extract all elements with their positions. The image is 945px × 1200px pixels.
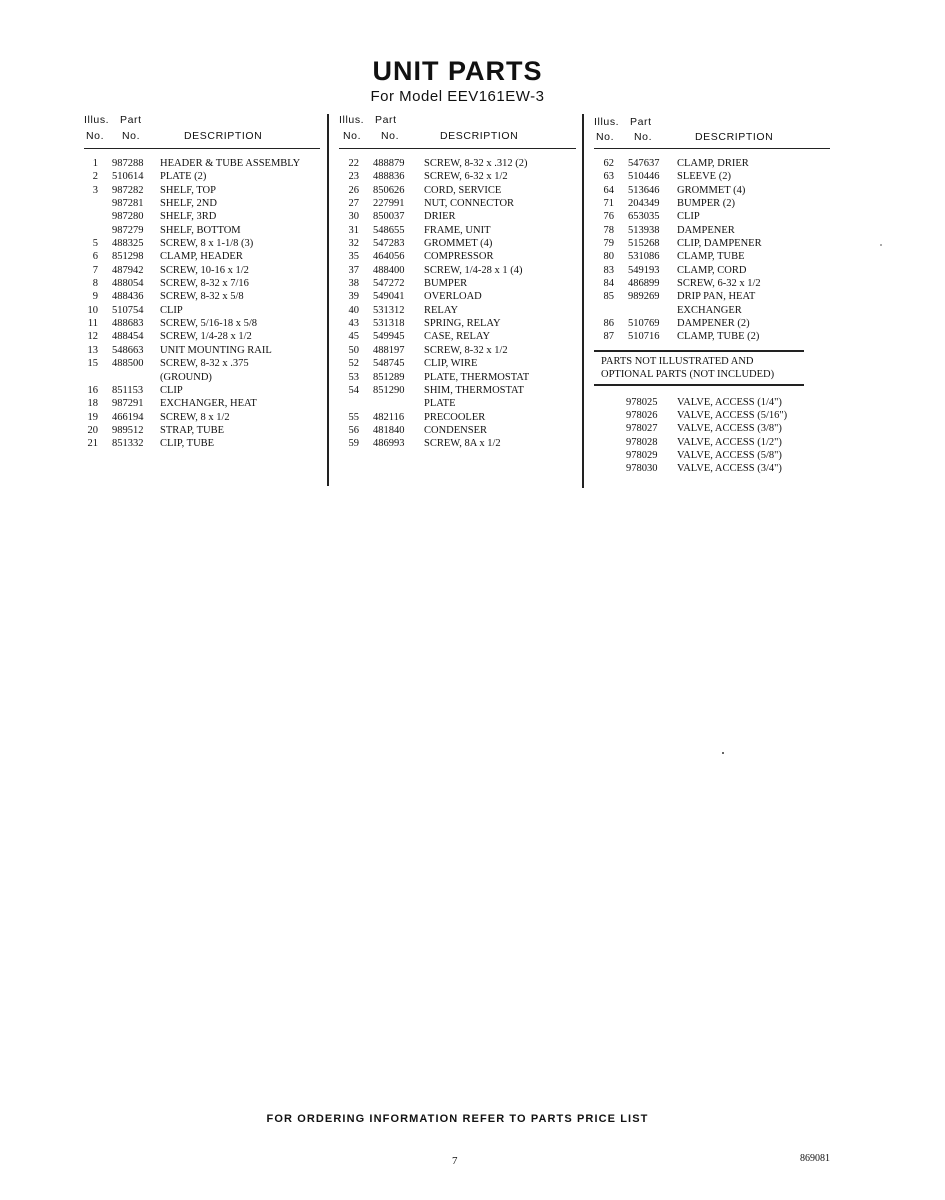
parts-column-2 [339,112,576,451]
part-number: 510614 [112,171,144,183]
part-description: SHELF, 2ND [160,198,217,210]
parts-list-3 [594,157,830,344]
part-description: STRAP, TUBE [160,424,224,436]
part-row [594,290,830,303]
part-row [339,210,576,223]
illus-number: 63 [603,171,614,183]
illus-number: 22 [348,158,359,169]
illus-number: 19 [87,411,98,423]
part-description: CLAMP, DRIER [677,158,749,169]
illus-number: 18 [87,398,98,410]
parts-column-1 [84,112,320,451]
illus-label: Illus. [84,114,110,126]
part-row [84,357,320,370]
part-row [594,224,830,237]
illus-number: 55 [348,411,359,423]
part-row [84,210,320,223]
part-row [339,344,576,357]
part-description: FRAME, UNIT [424,224,491,236]
part-number: 531312 [373,304,405,316]
illus-number: 10 [87,304,98,316]
part-description: SCREW, 8A x 1/2 [424,438,501,450]
part-row [84,371,320,384]
illus-number: 53 [348,371,359,383]
part-description: SCREW, 8-32 x .312 (2) [424,158,528,169]
illus-number: 43 [348,318,359,330]
illus-number: 83 [603,264,614,276]
part-row [594,210,830,223]
part-row [594,317,830,330]
part-description: CLIP [677,211,700,223]
optional-heading-line: PARTS NOT ILLUSTRATED AND [601,355,754,367]
part-row [594,184,830,197]
part-number: 978029 [626,450,658,461]
illus-number: 85 [603,291,614,303]
part-row [84,344,320,357]
illus-number: 52 [348,358,359,370]
illus-number: 15 [87,358,98,370]
part-description: SHELF, 3RD [160,211,217,223]
part-number: 851332 [112,438,144,450]
illus-number: 21 [87,438,98,450]
part-description: SCREW, 1/4-28 x 1/2 [160,331,252,343]
illus-number: 71 [603,198,614,210]
page-number: 7 [452,1155,458,1167]
part-row [339,384,576,397]
part-row [339,371,576,384]
model-subtitle: For Model EEV161EW-3 [370,88,545,105]
part-row [594,304,830,317]
column-divider [582,114,584,488]
optional-parts-heading [594,350,804,386]
part-description: PRECOOLER [424,411,486,423]
part-number: 978027 [626,423,658,435]
part-description: HEADER & TUBE ASSEMBLY [160,158,301,169]
illus-number: 1 [92,158,98,169]
part-description: BUMPER [424,278,468,290]
part-description: PLATE [424,398,456,410]
part-number: 510754 [112,304,144,316]
part-number: 850626 [373,184,405,196]
part-number: 549945 [373,331,405,343]
illus-number: 16 [87,384,98,396]
part-row [339,224,576,237]
part-number: 482116 [373,411,405,423]
part-row [339,304,576,317]
illus-number: 2 [92,171,98,183]
part-description: VALVE, ACCESS (3/4") [677,463,782,475]
part-description: VALVE, ACCESS (3/8") [677,423,782,435]
part-description: SCREW, 5/16-18 x 5/8 [160,318,258,330]
part-number: 549041 [373,291,405,303]
illus-number: 78 [603,224,614,236]
part-row [594,264,830,277]
part-description: DAMPENER [677,224,735,236]
part-description: VALVE, ACCESS (1/2") [677,436,782,448]
part-row [84,290,320,303]
part-description: EXCHANGER, HEAT [160,398,257,410]
part-number: 547637 [628,158,660,169]
part-number: 851290 [373,384,405,396]
part-description: CLIP [160,304,183,316]
part-row [339,277,576,290]
part-row [594,250,830,263]
part-description: CLIP, TUBE [160,438,215,450]
part-description: RELAY [424,304,459,316]
column-divider [327,114,329,486]
part-row [339,397,576,410]
part-row [339,264,576,277]
part-number: 227991 [373,198,405,210]
part-description: EXCHANGER [677,304,742,316]
part-number: 978025 [626,396,658,408]
illus-number: 13 [87,344,98,356]
part-number: 978030 [626,463,658,475]
part-number: 466194 [112,411,144,423]
scan-speck [722,752,724,754]
part-row [84,264,320,277]
part-number: 488400 [373,264,405,276]
illus-number: 64 [603,184,614,196]
part-description: VALVE, ACCESS (5/8") [677,450,782,461]
part-row [594,237,830,250]
part-number: 510446 [628,171,660,183]
part-description: SCREW, 8-32 x .375 [160,358,249,370]
column-header [594,112,830,149]
part-description: DAMPENER (2) [677,318,750,330]
part-row [594,396,830,409]
part-description: CLAMP, HEADER [160,251,243,263]
illus-number: 35 [348,251,359,263]
part-number: 464056 [373,251,405,263]
part-description: CLAMP, TUBE [677,251,745,263]
part-description: SCREW, 6-32 x 1/2 [677,278,761,290]
part-row [84,424,320,437]
part-description: GROMMET (4) [424,238,493,250]
illus-number: 7 [92,264,98,276]
part-number: 549193 [628,264,660,276]
part-description: SCREW, 8 x 1-1/8 (3) [160,238,254,250]
illus-number: 38 [348,278,359,290]
part-row [84,250,320,263]
part-description: CLAMP, CORD [677,264,747,276]
part-row [84,330,320,343]
illus-number: 62 [603,158,614,169]
part-number: 547272 [373,278,405,290]
part-number: 978028 [626,436,658,448]
illus-number: 84 [603,278,614,290]
no-label: No. [596,131,615,143]
part-row [594,409,830,422]
optional-heading-line: OPTIONAL PARTS (NOT INCLUDED) [601,369,775,381]
part-number: 488454 [112,331,144,343]
part-number: 850037 [373,211,405,223]
illus-number: 56 [348,424,359,436]
part-description: SCREW, 8-32 x 1/2 [424,344,508,356]
part-description: SCREW, 10-16 x 1/2 [160,264,249,276]
illus-number: 32 [348,238,359,250]
part-row [84,184,320,197]
part-number: 653035 [628,211,660,223]
part-row [84,224,320,237]
part-row [339,184,576,197]
illus-number: 37 [348,264,359,276]
part-number: 987288 [112,158,144,169]
illus-number: 23 [348,171,359,183]
page-title: UNIT PARTS [372,56,543,86]
illus-number: 54 [348,384,359,396]
part-row [339,157,576,170]
parts-list-1 [84,157,320,451]
part-number: 488500 [112,358,144,370]
illus-number: 5 [92,238,98,250]
part-number: 510769 [628,318,660,330]
illus-number: 79 [603,238,614,250]
part-description: DRIP PAN, HEAT [677,291,756,303]
part-row [84,437,320,450]
illus-number: 30 [348,211,359,223]
illus-number: 11 [87,318,98,330]
part-row [594,462,830,475]
illus-number: 40 [348,304,359,316]
part-number: 513646 [628,184,660,196]
part-description: GROMMET (4) [677,184,746,196]
no-label: No. [381,130,400,142]
part-number: 989512 [112,424,144,436]
part-row [339,237,576,250]
part-number: 548745 [373,358,405,370]
part-row [84,157,320,170]
part-description: DRIER [424,211,456,223]
part-description: CLIP, DAMPENER [677,238,762,250]
no-label: No. [122,130,141,142]
part-row [594,330,830,343]
part-description: SHIM, THERMOSTAT [424,384,524,396]
scan-speck [880,244,882,246]
part-description: VALVE, ACCESS (5/16") [677,409,788,421]
part-number: 851298 [112,251,144,263]
part-row [339,437,576,450]
part-number: 531318 [373,318,405,330]
part-label: Part [630,116,652,128]
part-description: SHELF, TOP [160,184,216,196]
part-number: 851153 [112,384,144,396]
illus-number: 45 [348,331,359,343]
part-row [339,424,576,437]
illus-number: 6 [92,251,98,263]
part-number: 987280 [112,211,144,223]
part-number: 987282 [112,184,144,196]
part-description: NUT, CONNECTOR [424,198,515,210]
part-description: UNIT MOUNTING RAIL [160,344,272,356]
part-description: PLATE (2) [160,171,207,183]
part-row [339,250,576,263]
illus-number: 12 [87,331,98,343]
part-description: VALVE, ACCESS (1/4") [677,396,782,408]
illus-number: 9 [92,291,98,303]
part-row [84,277,320,290]
illus-number: 27 [348,198,359,210]
no-label: No. [343,130,362,142]
part-number: 481840 [373,424,405,436]
part-row [84,304,320,317]
part-row [339,290,576,303]
part-number: 987281 [112,198,144,210]
part-number: 548663 [112,344,144,356]
part-description: SLEEVE (2) [677,171,731,183]
part-description: COMPRESSOR [424,251,494,263]
part-number: 487942 [112,264,144,276]
part-row [339,357,576,370]
illus-number: 26 [348,184,359,196]
illus-number: 59 [348,438,359,450]
part-description: OVERLOAD [424,291,482,303]
illus-label: Illus. [339,114,365,126]
part-row [339,330,576,343]
optional-parts-list [594,396,830,476]
illus-label: Illus. [594,116,620,128]
part-description: CONDENSER [424,424,488,436]
part-number: 488879 [373,158,405,169]
description-label: DESCRIPTION [440,130,519,142]
part-description: SCREW, 1/4-28 x 1 (4) [424,264,523,276]
part-row [594,157,830,170]
part-number: 488054 [112,278,144,290]
part-number: 486899 [628,278,660,290]
part-description: CLAMP, TUBE (2) [677,331,760,343]
part-description: SCREW, 8-32 x 7/16 [160,278,249,290]
illus-number: 31 [348,224,359,236]
parts-column-3 [594,112,830,476]
part-row [84,170,320,183]
part-number: 547283 [373,238,405,250]
part-description: SPRING, RELAY [424,318,501,330]
illus-number: 20 [87,424,98,436]
part-number: 548655 [373,224,405,236]
part-description: SCREW, 8-32 x 5/8 [160,291,244,303]
part-row [339,411,576,424]
no-label: No. [634,131,653,143]
part-number: 488683 [112,318,144,330]
no-label: No. [86,130,105,142]
part-number: 987279 [112,224,144,236]
part-description: CLIP, WIRE [424,358,478,370]
part-number: 978026 [626,409,658,421]
part-row [594,277,830,290]
part-number: 513938 [628,224,660,236]
part-row [84,397,320,410]
part-description: (GROUND) [160,371,212,383]
parts-list-2 [339,157,576,451]
part-description: CASE, RELAY [424,331,491,343]
part-label: Part [120,114,142,126]
column-header [339,112,576,149]
part-description: SCREW, 6-32 x 1/2 [424,171,508,183]
part-number: 488836 [373,171,405,183]
part-description: PLATE, THERMOSTAT [424,371,530,383]
part-description: CLIP [160,384,183,396]
illus-number: 86 [603,318,614,330]
part-row [339,170,576,183]
part-number: 531086 [628,251,660,263]
part-number: 851289 [373,371,405,383]
part-row [339,317,576,330]
part-row [84,237,320,250]
part-row [84,384,320,397]
ordering-note: FOR ORDERING INFORMATION REFER TO PARTS PRICE LIST [266,1113,649,1125]
part-number: 488325 [112,238,144,250]
illus-number: 3 [92,184,98,196]
part-row [594,436,830,449]
column-header [84,112,320,149]
part-number: 515268 [628,238,660,250]
part-row [84,317,320,330]
part-row [594,449,830,462]
part-row [339,197,576,210]
illus-number: 39 [348,291,359,303]
illus-number: 80 [603,251,614,263]
part-number: 488436 [112,291,144,303]
description-label: DESCRIPTION [695,131,774,143]
part-number: 989269 [628,291,660,303]
part-number: 510716 [628,331,660,343]
part-description: SHELF, BOTTOM [160,224,241,236]
part-number: 488197 [373,344,405,356]
part-label: Part [375,114,397,126]
part-row [84,411,320,424]
description-label: DESCRIPTION [184,130,263,142]
part-description: BUMPER (2) [677,198,736,210]
part-description: CORD, SERVICE [424,184,502,196]
part-description: SCREW, 8 x 1/2 [160,411,230,423]
document-number: 869081 [800,1153,830,1164]
illus-number: 76 [603,211,614,223]
part-number: 204349 [628,198,660,210]
part-row [594,422,830,435]
part-number: 486993 [373,438,405,450]
illus-number: 50 [348,344,359,356]
illus-number: 8 [92,278,98,290]
part-row [594,197,830,210]
illus-number: 87 [603,331,614,343]
part-row [84,197,320,210]
part-number: 987291 [112,398,144,410]
part-row [594,170,830,183]
